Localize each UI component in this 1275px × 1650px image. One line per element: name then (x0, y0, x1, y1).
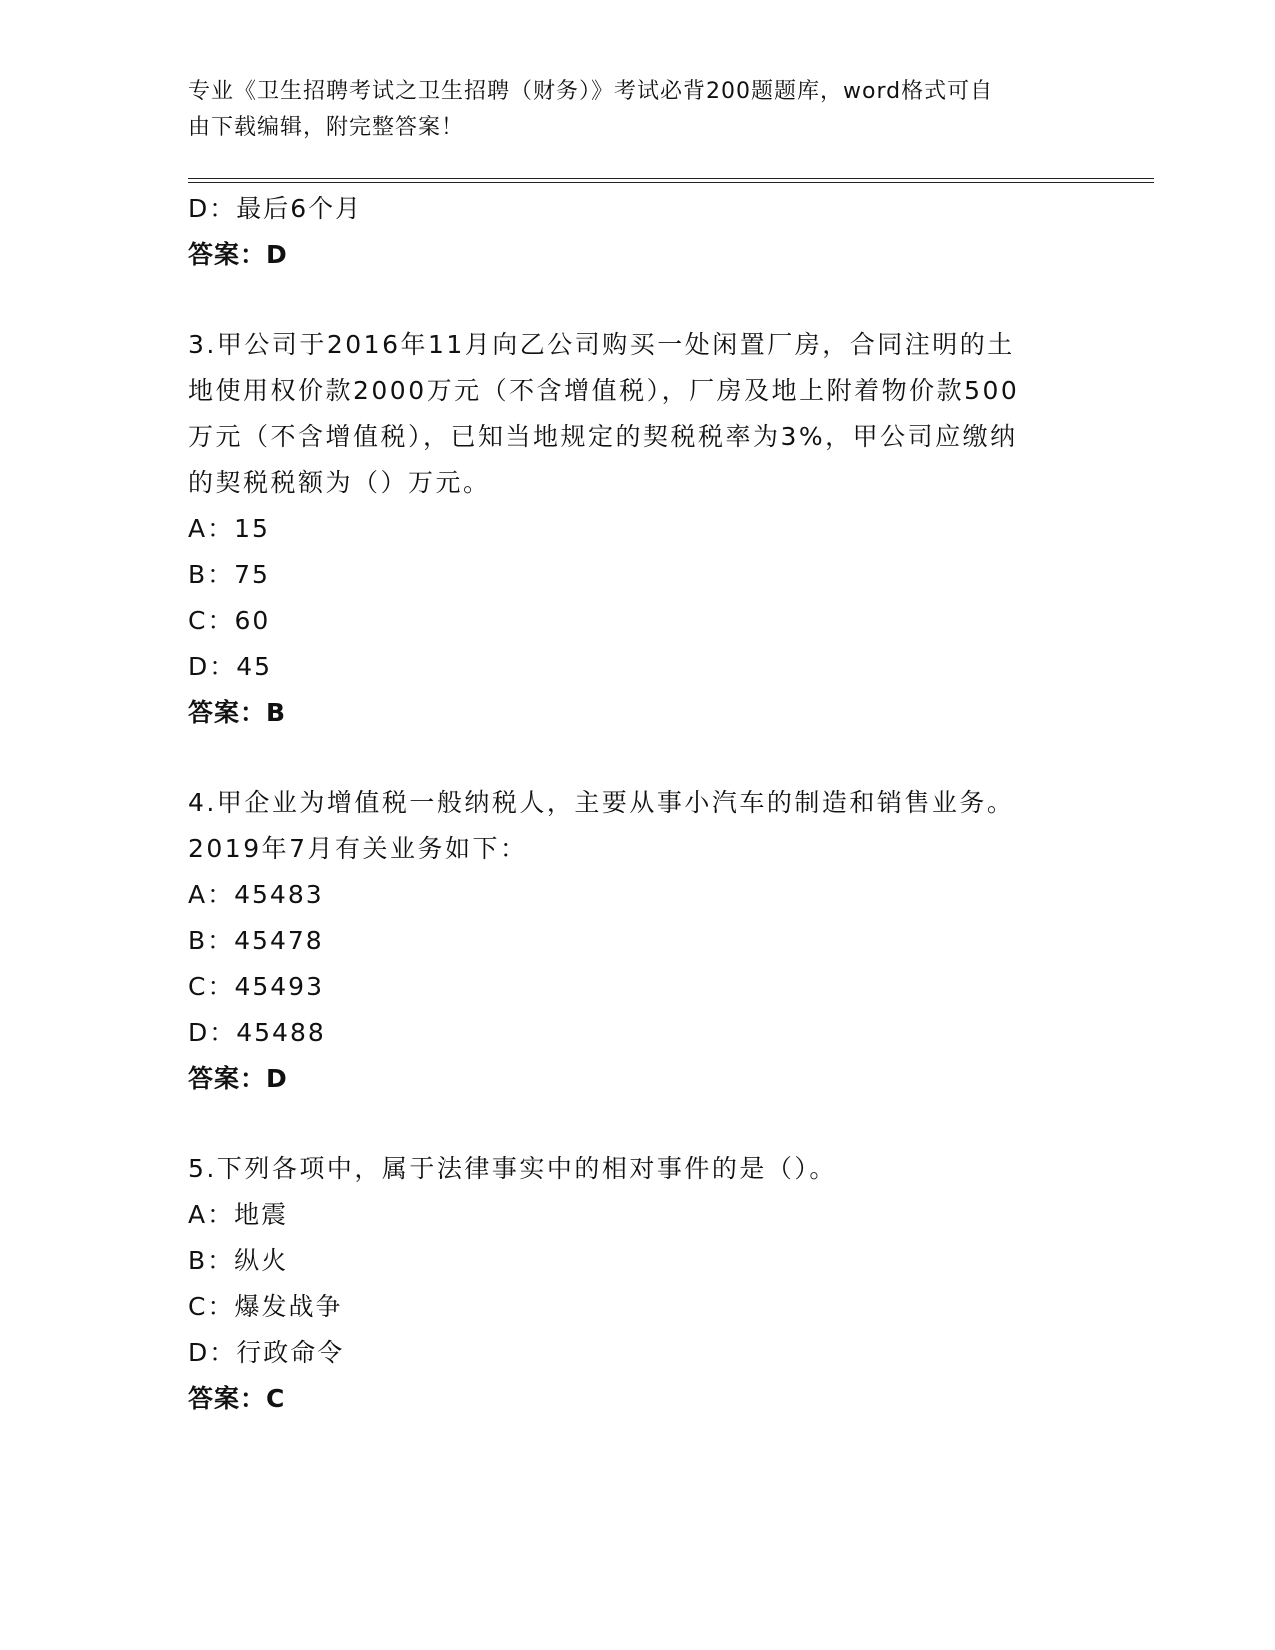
stem-line: 5.下列各项中，属于法律事实中的相对事件的是（）。 (188, 1154, 837, 1183)
answer-line: 答案：D (188, 240, 288, 269)
option-a: A：15 (188, 514, 270, 543)
answer-line: 答案：D (188, 1064, 288, 1093)
option-a: A：45483 (188, 880, 324, 909)
stem-line: 的契税税额为（）万元。 (188, 468, 491, 497)
spacer (188, 736, 1088, 780)
question-stem (188, 1146, 1088, 1192)
stem-line: 地使用权价款2000万元（不含增值税），厂房及地上附着物价款500 (188, 376, 1020, 405)
option-d: D：最后6个月 (188, 194, 363, 223)
header-divider (188, 178, 1154, 183)
option-c: C：45493 (188, 972, 324, 1001)
header-line-1: 专业《卫生招聘考试之卫生招聘（财务）》考试必背200题题库，word格式可自 (188, 79, 994, 104)
option-d: D：45488 (188, 1018, 326, 1047)
option-d: D：行政命令 (188, 1338, 345, 1367)
page-header (188, 74, 1068, 146)
answer-line: 答案：B (188, 698, 287, 727)
option-b: B：45478 (188, 926, 324, 955)
option-a: A：地震 (188, 1200, 289, 1229)
question-3 (188, 322, 1088, 736)
question-4 (188, 780, 1088, 1102)
option-b: B：纵火 (188, 1246, 289, 1275)
option-c: C：爆发战争 (188, 1292, 343, 1321)
question-5 (188, 1146, 1088, 1422)
stem-line: 2019年7月有关业务如下： (188, 834, 528, 863)
option-d: D：45 (188, 652, 273, 681)
option-b: B：75 (188, 560, 270, 589)
stem-line: 万元（不含增值税），已知当地规定的契税税率为3%，甲公司应缴纳 (188, 422, 1018, 451)
stem-line: 3.甲公司于2016年11月向乙公司购买一处闲置厂房，合同注明的土 (188, 330, 1015, 359)
stem-line: 4.甲企业为增值税一般纳税人，主要从事小汽车的制造和销售业务。 (188, 788, 1015, 817)
option-c: C：60 (188, 606, 271, 635)
spacer (188, 1102, 1088, 1146)
question-stem (188, 780, 1088, 872)
question-content (188, 186, 1088, 1422)
answer-line: 答案：C (188, 1384, 286, 1413)
question-2-tail (188, 186, 1088, 278)
question-stem (188, 322, 1088, 506)
header-line-2: 由下载编辑，附完整答案！ (188, 115, 465, 140)
spacer (188, 278, 1088, 322)
